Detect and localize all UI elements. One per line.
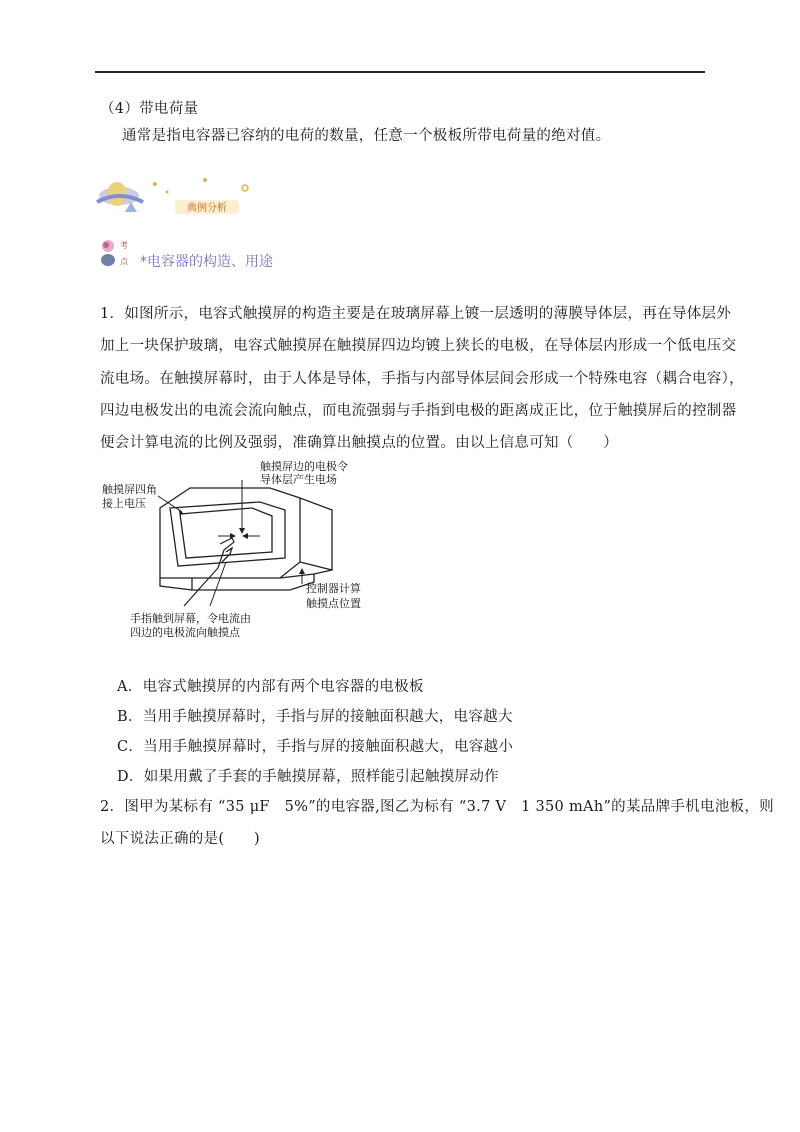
section-heading: （4）带电荷量 <box>100 101 199 117</box>
q2-line-2: 以下说法正确的是( ) <box>100 831 260 847</box>
option-a: A．电容式触摸屏的内部有两个电容器的电极板 <box>117 679 424 695</box>
example-analysis-banner <box>95 172 275 224</box>
banner-text: 典例分析 <box>187 203 227 214</box>
section-definition: 通常是指电容器已容纳的电荷的数量，任意一个极板所带电荷量的绝对值。 <box>122 128 611 144</box>
q2-line-1: 2．图甲为某标有 “35 μF 5%”的电容器,图乙为标有 “3.7 V 1 350 mAh”的某品牌手机电池板，则 <box>100 799 774 815</box>
figure-label-bottom-2: 四边的电极流向触摸点 <box>130 626 240 639</box>
q1-line-1: 1．如图所示，电容式触摸屏的构造主要是在玻璃屏幕上镀一层透明的薄膜导体层，再在导体层外 <box>100 306 732 322</box>
q1-line-3: 流电场。在触摸屏幕时，由于人体是导体，手指与内部导体层间会形成一个特殊电容（耦合电容）， <box>100 371 744 387</box>
kaodian-title: *电容器的构造、用途 <box>140 254 273 270</box>
option-d: D．如果用戴了手套的手触摸屏幕，照样能引起触摸屏动作 <box>117 769 499 785</box>
option-c: C．当用手触摸屏幕时，手指与屏的接触面积越大，电容越小 <box>117 739 514 755</box>
svg-text:考: 考 <box>120 241 128 250</box>
figure-label-top-1: 触摸屏边的电极令 <box>260 460 348 473</box>
q1-line-4: 四边电极发出的电流会流向触点，而电流强弱与手指到电极的距离成正比，位于触摸屏后的控制器 <box>100 403 737 419</box>
figure-label-right-1: 控制器计算 <box>306 582 361 595</box>
figure-label-right-2: 触摸点位置 <box>306 597 361 610</box>
q1-line-5: 便会计算电流的比例及强弱，准确算出触摸点的位置。由以上信息可知（ ） <box>100 435 618 451</box>
figure-label-bottom-1: 手指触到屏幕，令电流由 <box>130 612 251 625</box>
figure-label-top-2: 导体层产生电场 <box>260 473 337 486</box>
q1-line-2: 加上一块保护玻璃，电容式触摸屏在触摸屏四边均镀上狭长的电极，在导体层内形成一个低电压交 <box>100 338 737 354</box>
option-b: B．当用手触摸屏幕时，手指与屏的接触面积越大，电容越大 <box>117 709 513 725</box>
rocket-banner-graphic <box>95 172 275 224</box>
touchscreen-figure <box>100 458 400 643</box>
header-rule <box>95 71 705 73</box>
crt-monitor-diagram <box>100 458 400 643</box>
kaodian-icon <box>98 236 138 270</box>
figure-label-left-1: 触摸屏四角 <box>102 483 157 496</box>
svg-text:点: 点 <box>120 257 128 266</box>
figure-label-left-2: 接上电压 <box>102 497 146 510</box>
